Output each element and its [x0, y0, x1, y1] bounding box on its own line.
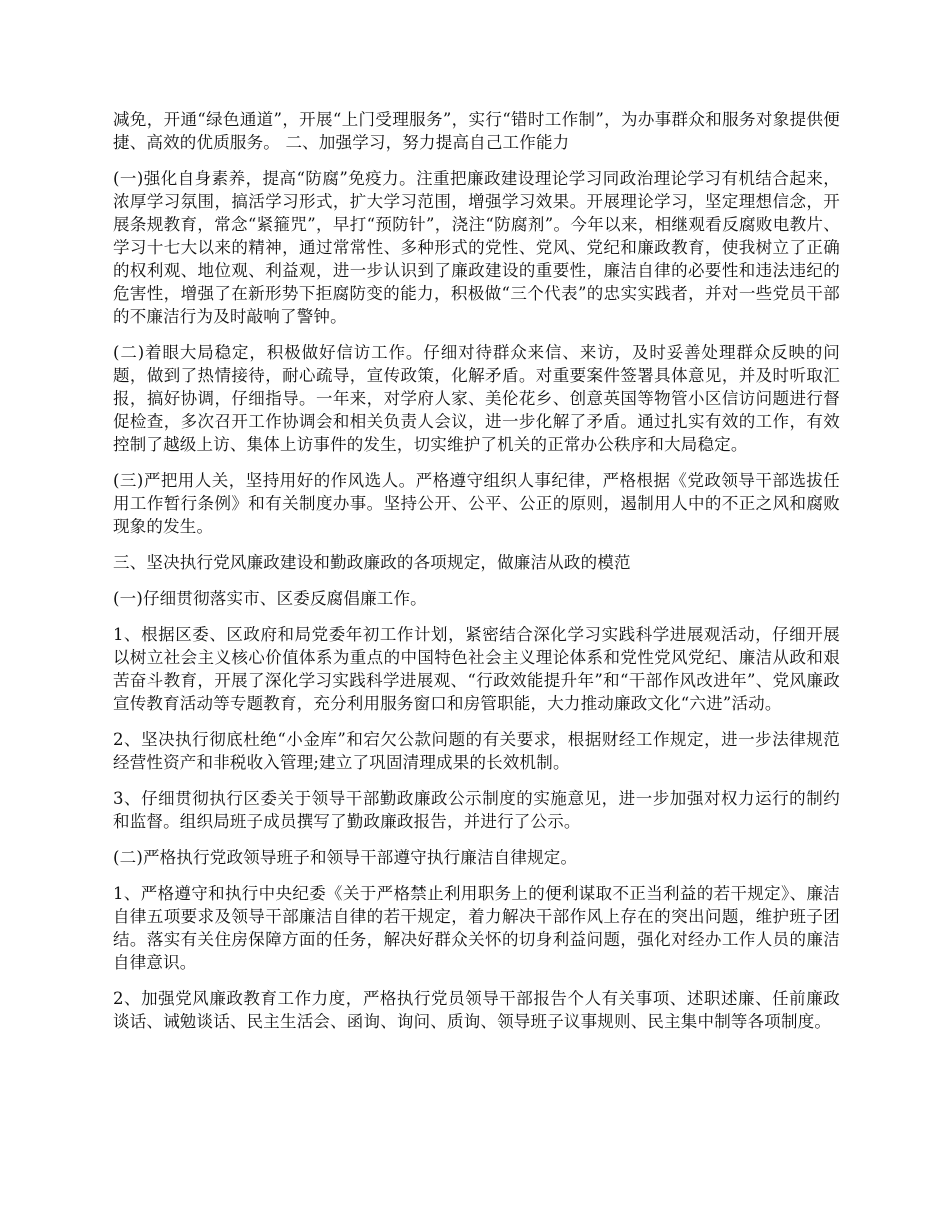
- subsection-heading-3-1: (一)仔细贯彻落实市、区委反腐倡廉工作。: [113, 589, 427, 608]
- section-heading-3: 三、坚决执行党风廉政建设和勤政廉政的各项规定，做廉洁从政的模范: [113, 553, 631, 572]
- paragraph-continuation: 减免，开通“绿色通道”，开展“上门受理服务”，实行“错时工作制”，为办事群众和服务对象提供便捷、高效的优质服务。 二、加强学习，努力提高自己工作能力: [113, 110, 840, 152]
- paragraph-3-2-item-1: 1、严格遵守和执行中央纪委《关于严格禁止利用职务上的便利谋取不正当利益的若干规定》、廉洁自律五项要求及领导干部廉洁自律的若干规定，着力解决干部作风上存在的突出问题，维护班子团结。落实有关住房保障方面的任务，解决好群众关怀的切身利益问题，强化对经办工作人员的廉洁自律意识。: [113, 884, 840, 972]
- paragraph-3-1-item-2: 2、坚决执行彻底杜绝“小金库”和宕欠公款问题的有关要求，根据财经工作规定，进一步法律规范经营性资产和非税收入管理;建立了巩固清理成果的长效机制。: [113, 730, 840, 772]
- paragraph-3-1-item-3: 3、仔细贯彻执行区委关于领导干部勤政廉政公示制度的实施意见，进一步加强对权力运行的制约和监督。组织局班子成员撰写了勤政廉政报告，并进行了公示。: [113, 789, 840, 831]
- paragraph-section-2-item-2: (二)着眼大局稳定，积极做好信访工作。仔细对待群众来信、来访，及时妥善处理群众反映的问题，做到了热情接待，耐心疏导，宣传政策，化解矛盾。对重要案件签署具体意见，并及时听取汇报，搞好协调，仔细指导。一年来，对学府人家、美伦花乡、创意英国等物管小区信访问题进行督促检查，多次召开工作协调会和相关负责人会议，进一步化解了矛盾。通过扎实有效的工作，有效控制了越级上访、集体上访事件的发生，切实维护了机关的正常办公秩序和大局稳定。: [113, 343, 840, 454]
- subsection-heading-3-2: (二)严格执行党政领导班子和领导干部遵守执行廉洁自律规定。: [113, 848, 578, 867]
- paragraph-3-2-item-2: 2、加强党风廉政教育工作力度，严格执行党员领导干部报告个人有关事项、述职述廉、任前廉政谈话、诫勉谈话、民主生活会、函询、询问、质询、领导班子议事规则、民主集中制等各项制度。: [113, 989, 840, 1031]
- paragraph-section-2-item-3: (三)严把用人关，坚持用好的作风选人。严格遵守组织人事纪律，严格根据《党政领导干部选拔任用工作暂行条例》和有关制度办事。坚持公开、公平、公正的原则，遏制用人中的不正之风和腐败现象的发生。: [113, 471, 840, 536]
- paragraph-section-2-item-1: (一)强化自身素养，提高“防腐”免疫力。注重把廉政建设理论学习同政治理论学习有机结合起来，浓厚学习氛围，搞活学习形式，扩大学习范围，增强学习效果。开展理论学习，坚定理想信念，开展条规教育，常念“紧箍咒”，早打“预防针”，浇注“防腐剂”。今年以来，相继观看反腐败电教片、学习十七大以来的精神，通过常常性、多种形式的党性、党风、党纪和廉政教育，使我树立了正确的权利观、地位观、利益观，进一步认识到了廉政建设的重要性，廉洁自律的必要性和违法违纪的危害性，增强了在新形势下拒腐防变的能力，积极做“三个代表”的忠实实践者，并对一些党员干部的不廉洁行为及时敲响了警钟。: [113, 169, 840, 326]
- paragraph-3-1-item-1: 1、根据区委、区政府和局党委年初工作计划，紧密结合深化学习实践科学进展观活动，仔细开展以树立社会主义核心价值体系为重点的中国特色社会主义理论体系和党性党风党纪、廉洁从政和艰苦奋斗教育，开展了深化学习实践科学进展观、“行政效能提升年”和“干部作风改进年”、党风廉政宣传教育活动等专题教育，充分利用服务窗口和房管职能，大力推动廉政文化“六进”活动。: [113, 625, 840, 713]
